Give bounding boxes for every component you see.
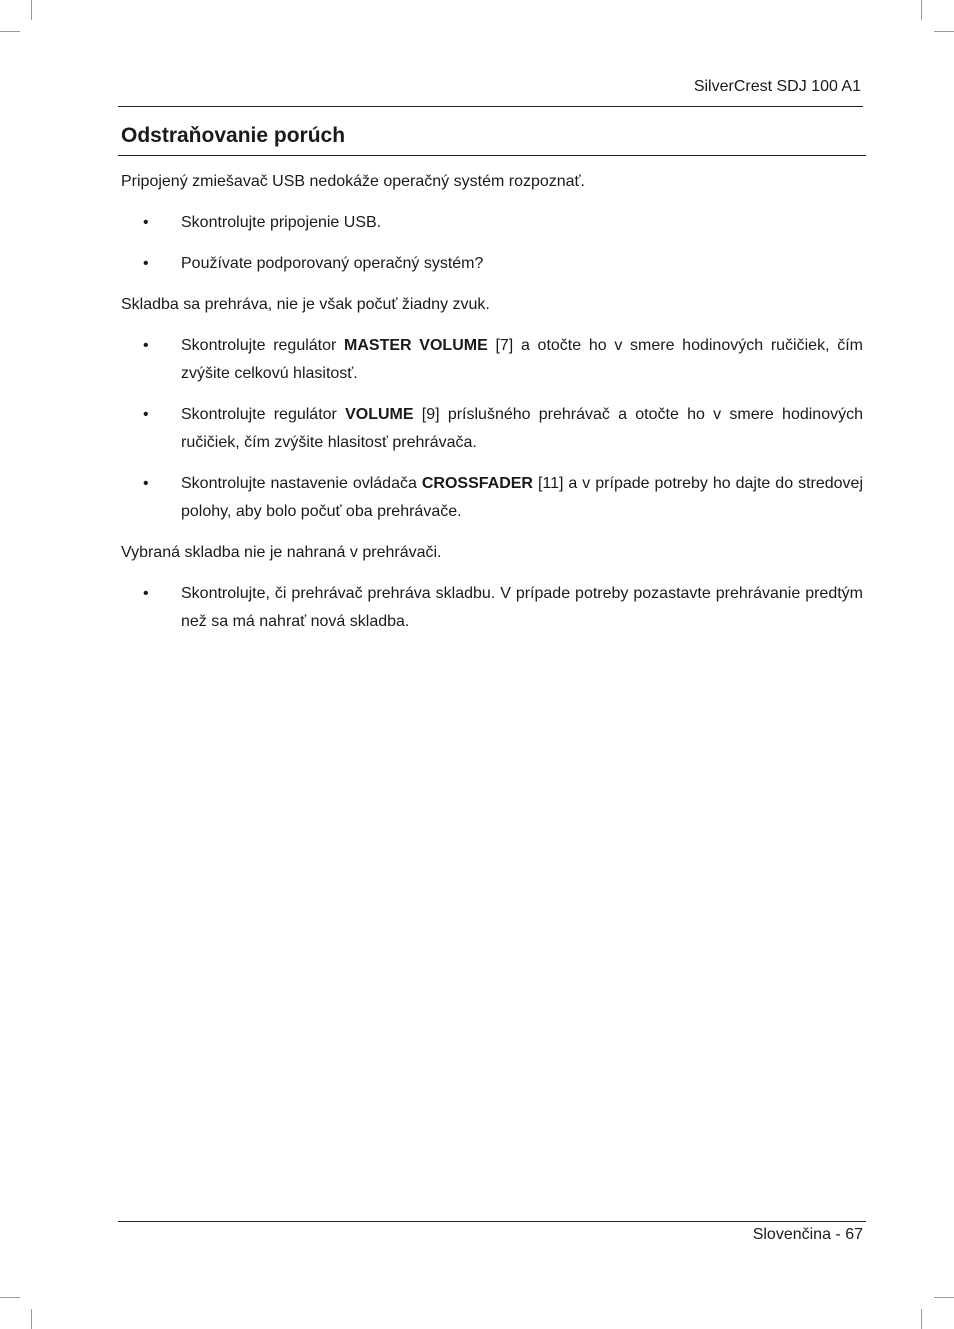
list-item: • Skontrolujte, či prehrávač prehráva skladbu. V prípade potreby pozastavte prehrávanie predtým než sa má nahrať nová skladba. [121,580,863,636]
footer-rule [118,1221,866,1222]
solution-list [121,332,863,526]
bullet-icon: • [143,337,149,354]
list-item: • Skontrolujte regulátor MASTER VOLUME [7] a otočte ho v smere hodinových ručičiek, čím zvýšite celkovú hlasitosť. [121,332,863,388]
crop-mark-bottom-right-h [934,1297,954,1298]
problem-statement: Vybraná skladba nie je nahraná v prehrávači. [121,544,442,561]
list-item: • Skontrolujte regulátor VOLUME [9] príslušného prehrávač a otočte ho v smere hodinových ručičiek, čím zvýšite hlasitosť prehrávača. [121,401,863,457]
crop-mark-top-right [921,0,922,20]
bullet-icon: • [143,475,149,492]
bullet-icon: • [143,585,149,602]
bullet-icon: • [143,214,149,231]
crop-mark-top-left-h [0,31,20,32]
control-name: MASTER VOLUME [344,337,488,354]
crop-mark-top-right-h [934,31,954,32]
crop-mark-top-left [31,0,32,20]
page-number: Slovenčina - 67 [752,1226,863,1243]
list-item: • Používate podporovaný operačný systém? [121,250,863,278]
page-title: Odstraňovanie porúch [121,124,346,147]
control-name: VOLUME [345,406,414,423]
product-name: SilverCrest SDJ 100 A1 [693,78,861,95]
bullet-icon: • [143,255,149,272]
solution-list [121,209,863,278]
problem-statement: Pripojený zmiešavač USB nedokáže operačný systém rozpoznať. [121,173,585,190]
solution-list [121,580,863,636]
crop-mark-bottom-right [921,1309,922,1329]
list-item: • Skontrolujte pripojenie USB. [121,209,863,237]
control-name: CROSSFADER [421,475,533,492]
title-rule [118,155,866,156]
list-item: • Skontrolujte nastavenie ovládača CROSSFADER [11] a v prípade potreby ho dajte do stredovej polohy, aby bolo počuť oba prehrávače. [121,470,863,526]
crop-mark-bottom-left [31,1309,32,1329]
page-header [118,78,863,104]
problem-statement: Skladba sa prehráva, nie je však počuť žiadny zvuk. [121,296,490,313]
bullet-icon: • [143,406,149,423]
content [121,168,863,649]
header-rule [118,106,863,107]
crop-mark-bottom-left-h [0,1297,20,1298]
